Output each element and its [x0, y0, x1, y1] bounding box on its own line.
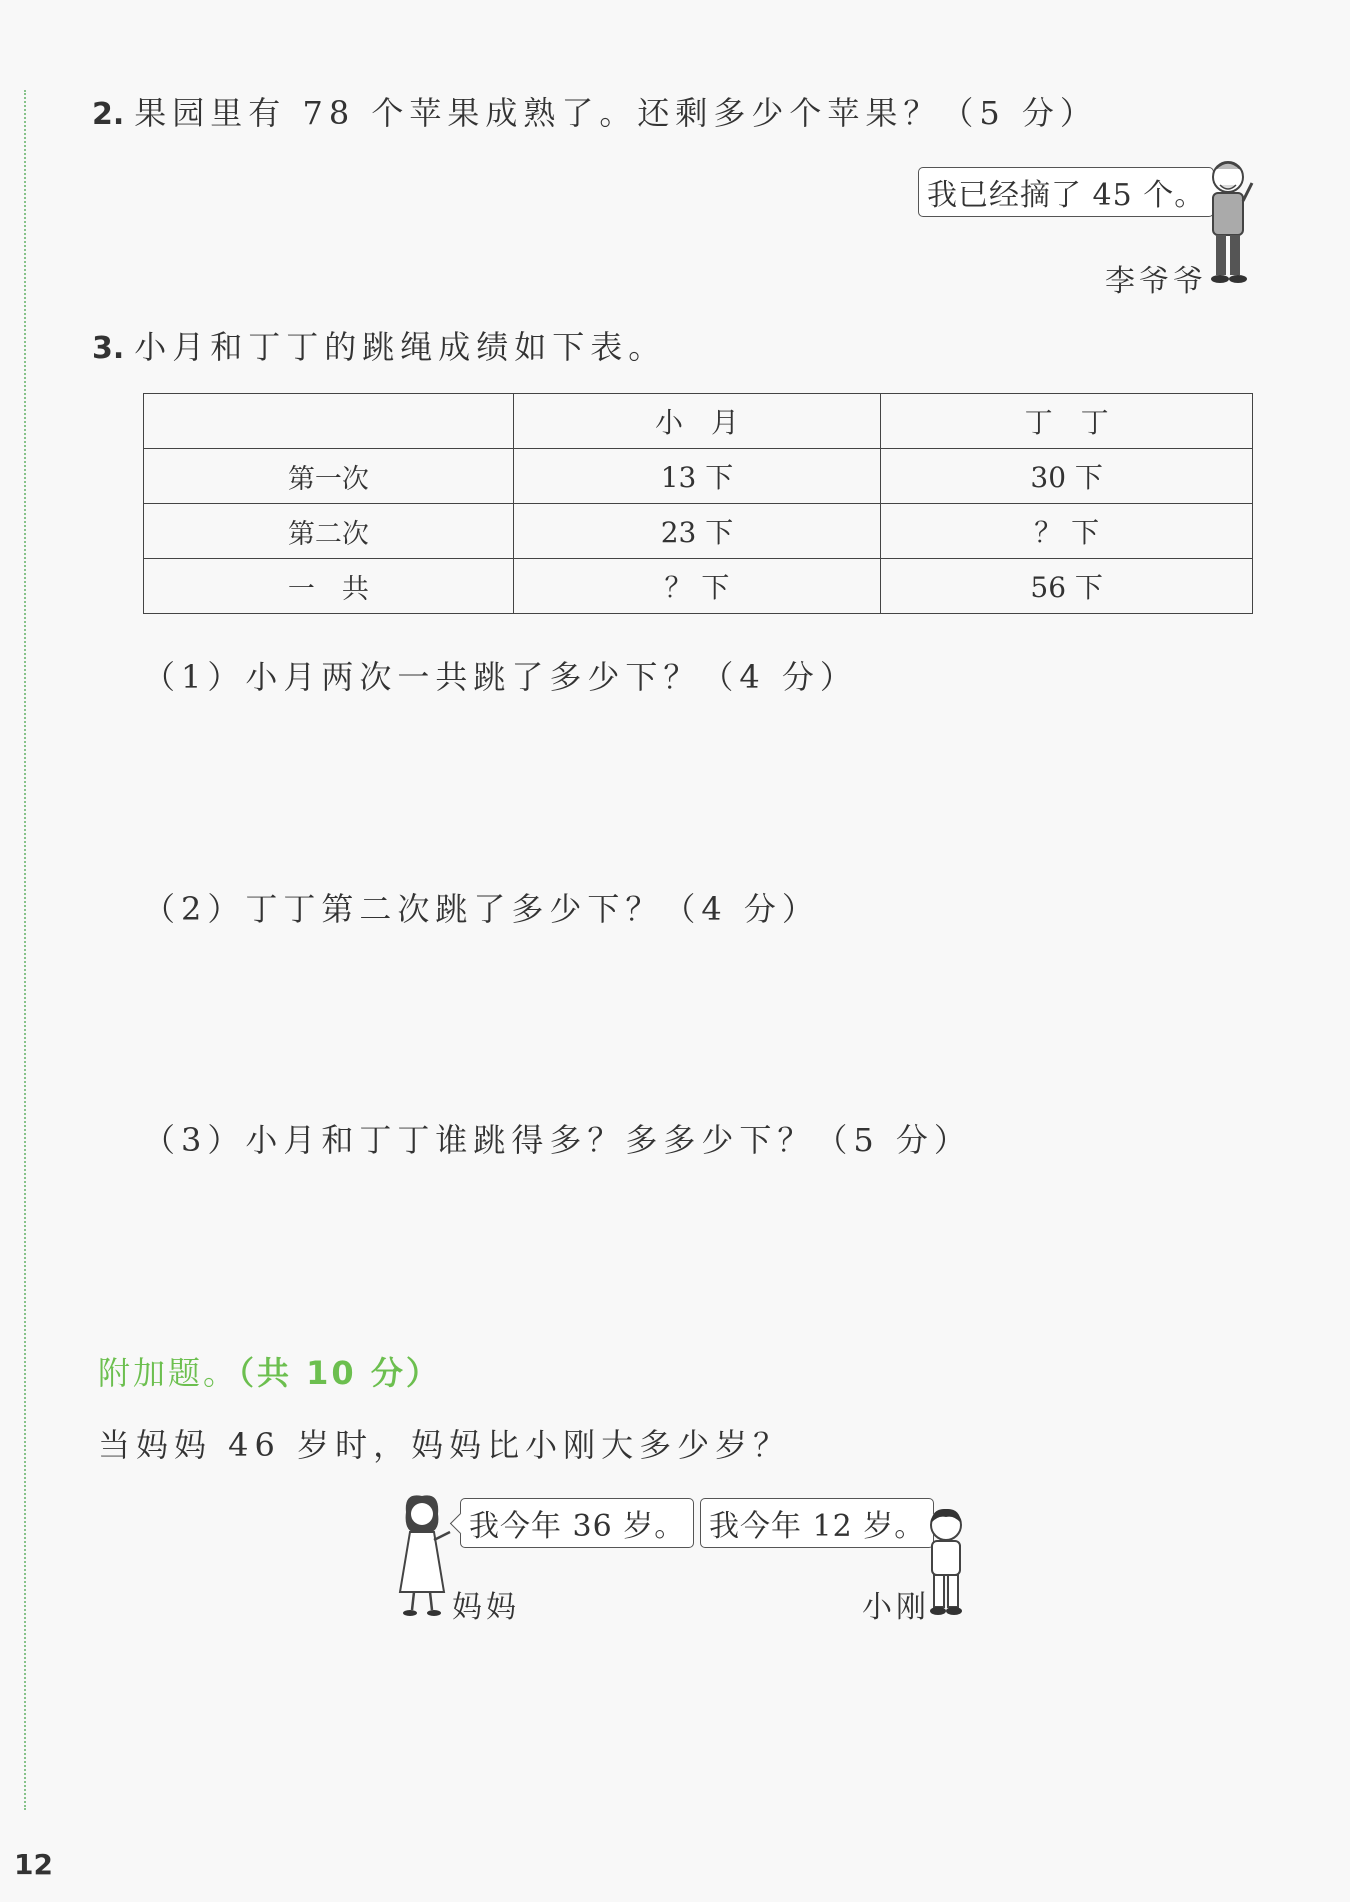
table-cell: ？ 下: [513, 559, 881, 614]
table-row-label: 第一次: [144, 449, 514, 504]
question-2-number: 2.: [92, 97, 125, 132]
bonus-points: （共 10 分）: [238, 1354, 441, 1392]
mom-illustration: [388, 1492, 458, 1622]
question-3-text: 小月和丁丁的跳绳成绩如下表。: [134, 328, 667, 366]
table-row: [144, 449, 1253, 504]
question-3-sub-3: （3）小月和丁丁谁跳得多？多多少下？（5 分）: [143, 1121, 972, 1159]
mom-label: 妈妈: [452, 1590, 520, 1625]
mom-speech-bubble: [460, 1498, 694, 1548]
margin-dotted-line: [24, 90, 26, 1810]
table-cell: ？ 下: [881, 504, 1253, 559]
boy-label: 小刚: [862, 1590, 930, 1625]
table-cell: 30 下: [881, 449, 1253, 504]
boy-speech-text: 我今年 12 岁。: [709, 1509, 926, 1544]
question-2: [92, 88, 1098, 134]
question-3-sub-1: （1）小月两次一共跳了多少下？（4 分）: [143, 658, 858, 696]
question-3: [92, 322, 666, 368]
table-header-cell: 小 月: [513, 394, 881, 449]
bonus-question: 当妈妈 46 岁时，妈妈比小刚大多少岁？: [98, 1426, 792, 1464]
table-header-cell: [144, 394, 514, 449]
table-row-label: 一 共: [144, 559, 514, 614]
mom-speech-text: 我今年 36 岁。: [469, 1509, 686, 1544]
question-3-sub-2: （2）丁丁第二次跳了多少下？（4 分）: [143, 890, 820, 928]
grandpa-label: 李爷爷: [1105, 264, 1207, 299]
table-cell: 56 下: [881, 559, 1253, 614]
table-header-cell: 丁 丁: [881, 394, 1253, 449]
page-number: 12: [14, 1848, 53, 1881]
table-row: [144, 559, 1253, 614]
question-2-text: 果园里有 78 个苹果成熟了。还剩多少个苹果？（5 分）: [134, 94, 1098, 132]
table-header-row: [144, 394, 1253, 449]
table-row-label: 第二次: [144, 504, 514, 559]
bonus-title: 附加题。: [98, 1354, 239, 1392]
table-cell: 23 下: [513, 504, 881, 559]
grandpa-illustration: [1198, 155, 1258, 290]
table-row: [144, 504, 1253, 559]
question-3-number: 3.: [92, 331, 125, 366]
jump-rope-score-table: [143, 393, 1253, 614]
grandpa-speech-bubble: [918, 167, 1214, 217]
boy-speech-bubble: [700, 1498, 934, 1548]
grandpa-speech-text: 我已经摘了 45 个。: [927, 178, 1206, 213]
bonus-heading: [98, 1348, 441, 1394]
table-cell: 13 下: [513, 449, 881, 504]
